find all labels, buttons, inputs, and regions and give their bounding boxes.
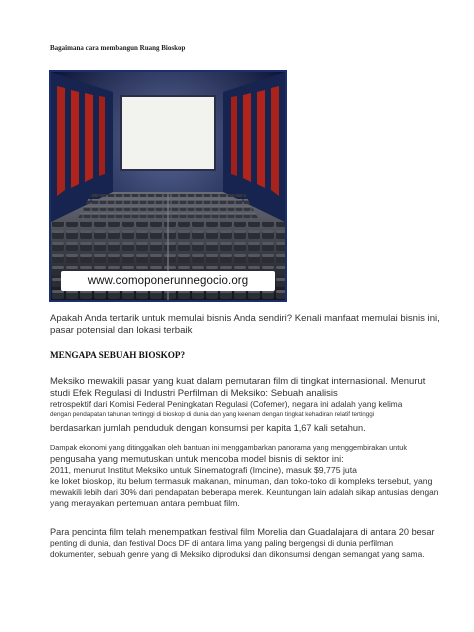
paragraph-line: retrospektif dari Komisi Federal Peningkatan Regulasi (Cofemer), negara ini adalah yang kelima — [50, 399, 403, 409]
paragraph-line: Meksiko mewakili pasar yang kuat dalam pemutaran film di tingkat internasional. Menurut — [50, 376, 426, 387]
paragraph-line: Dampak ekonomi yang ditinggalkan oleh bantuan ini menggambarkan panorama yang menggembirakan untuk — [50, 443, 407, 452]
paragraph-line: 2011, menurut Institut Meksiko untuk Sinematografi (Imcine), masuk $9,775 juta — [50, 465, 357, 475]
section-heading: MENGAPA SEBUAH BIOSKOP? — [50, 350, 186, 360]
paragraph-line: dokumenter, sebuah genre yang di Meksiko diproduksi dan dikonsumsi dengan semangat yang sama. — [50, 549, 425, 559]
paragraph-line: dengan pendapatan tahunan tertinggi di bioskop di dunia dan yang keenam dengan tingkat kehadiran relatif tertinggi — [50, 411, 375, 418]
paragraph-3 — [50, 526, 444, 560]
paragraph-line: studi Efek Regulasi di Industri Perfilman di Meksiko: Sebuah analisis — [50, 387, 338, 399]
paragraph-line: mewakili lebih dari 30% dari pendapatan beberapa merek. Keuntungan lain adalah sikap antusias dengan — [50, 487, 439, 497]
paragraph-2 — [50, 443, 444, 509]
intro-line: Apakah Anda tertarik untuk memulai bisnis Anda sendiri? Kenali manfaat memulai bisnis ini, — [50, 313, 440, 324]
paragraph-line: Para pencinta film telah menempatkan festival film Morelia dan Guadalajara di antara 20 besar — [50, 527, 435, 537]
paragraph-line: penting di dunia, dan festival Docs DF di antara lima yang paling bergengsi di dunia perfilman — [50, 538, 394, 548]
paragraph-line: pengusaha yang memutuskan untuk mencoba model bisnis di sektor ini: — [50, 454, 344, 464]
intro-paragraph — [50, 313, 444, 337]
paragraph-line: berdasarkan jumlah penduduk dengan konsumsi per kapita 1,67 kali setahun. — [50, 423, 366, 433]
cinema-screen — [121, 96, 215, 170]
cinema-hall-photo — [49, 70, 287, 302]
intro-line: pasar potensial dan lokasi terbaik — [50, 325, 193, 336]
photo-watermark: www.comoponerunnegocio.org — [61, 271, 275, 291]
paragraph-1 — [50, 376, 444, 434]
cinema-illustration — [51, 72, 285, 300]
paragraph-line: yang merayakan pertemuan antara pembuat film. — [50, 498, 240, 508]
document-title: Bagaimana cara membangun Ruang Bioskop — [50, 44, 186, 52]
paragraph-line: ke loket bioskop, itu belum termasuk makanan, minuman, dan toko-toko di kompleks tersebut, yang — [50, 476, 433, 486]
